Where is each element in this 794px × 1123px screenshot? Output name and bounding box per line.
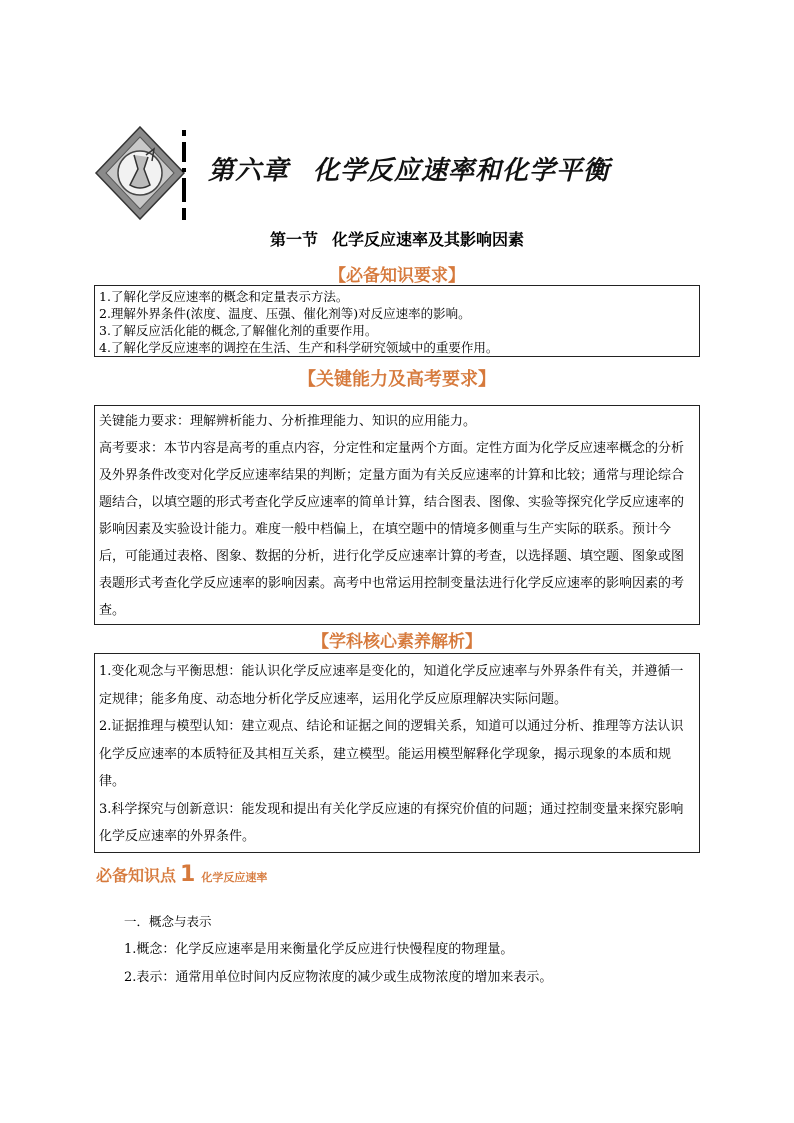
expression-line [124,966,552,985]
knowledge-point-number: 1 [180,862,196,887]
core-heading: 【学科核心素养解析】 [312,632,482,652]
core-box [94,653,700,853]
requirement-line: 4.了解化学反应速率的调控在生活、生产和科学研究领域中的重要作用。 [99,340,499,355]
section-label: 第一节 [269,230,318,249]
concept-text: 化学反应速率是用来衡量化学反应进行快慢程度的物理量。 [175,942,514,957]
requirement-line: 1.了解化学反应速率的概念和定量表示方法。 [99,289,349,304]
expression-text: 通常用单位时间内反应物浓度的减少或生成物浓度的增加来表示。 [175,970,553,985]
decorative-bar [182,130,186,220]
abilities-box [94,405,700,625]
concept-line [124,938,513,957]
requirements-heading: 【必备知识要求】 [329,266,465,286]
concept-label: 1.概念： [124,942,176,957]
chapter-title [208,150,610,187]
chapter-name: 化学反应速率和化学平衡 [313,156,611,186]
knowledge-point-title: 化学反应速率 [201,871,268,884]
section-name: 化学反应速率及其影响因素 [332,230,525,249]
core-item: 2.证据推理与模型认知：建立观点、结论和证据之间的逻辑关系，知道可以通过分析、推理等方法认识化学反应速率的本质特征及其相互关系，建立模型。能运用模型解释化学现象，揭示现象的本质和规律。 [99,719,684,789]
requirement-line: 3.了解反应活化能的概念,了解催化剂的重要作用。 [99,323,378,338]
chapter-label: 第六章 [208,156,290,186]
sub-heading: 一．概念与表示 [124,914,212,929]
knowledge-point-heading [96,862,267,887]
core-item: 3.科学探究与创新意识：能发现和提出有关化学反应速的有探究价值的问题；通过控制变量来探究影响化学反应速率的外界条件。 [99,801,684,844]
abilities-heading: 【关键能力及高考要求】 [298,369,496,390]
section-title [0,227,794,250]
requirement-line: 2.理解外界条件(浓度、温度、压强、催化剂等)对反应速率的影响。 [99,306,471,321]
ability-text: 关键能力要求：理解辨析能力、分析推理能力、知识的应用能力。 [99,414,477,429]
requirements-box [94,285,700,357]
knowledge-point-label: 必备知识点 [96,866,177,885]
exam-text: 高考要求：本节内容是高考的重点内容，分定性和定量两个方面。定性方面为化学反应速率概念的分析及外界条件改变对化学反应速率结果的判断；定量方面为有关反应速率的计算和比较；通常与理论综合题结合，以填空题的形式考查化学反应速率的简单计算，结合图表、图像、实验等探究化学反应速率的影响因素及实验设计能力。难度一般中档偏上，在填空题中的情境多侧重与生产实际的联系。预计今后，可能通过表格、图象、数据的分析，进行化学反应速率计算的考查，以选择题、填空题、图象或图表题形式考查化学反应速率的影响因素。高考中也常运用控制变量法进行化学反应速率的影响因素的考查。 [99,441,685,618]
core-item: 1.变化观念与平衡思想：能认识化学反应速率是变化的，知道化学反应速率与外界条件有关，并遵循一定规律；能多角度、动态地分析化学反应速率，运用化学反应原理解决实际问题。 [99,664,684,707]
expression-label: 2.表示： [124,970,176,985]
flask-emblem-icon [94,125,186,221]
